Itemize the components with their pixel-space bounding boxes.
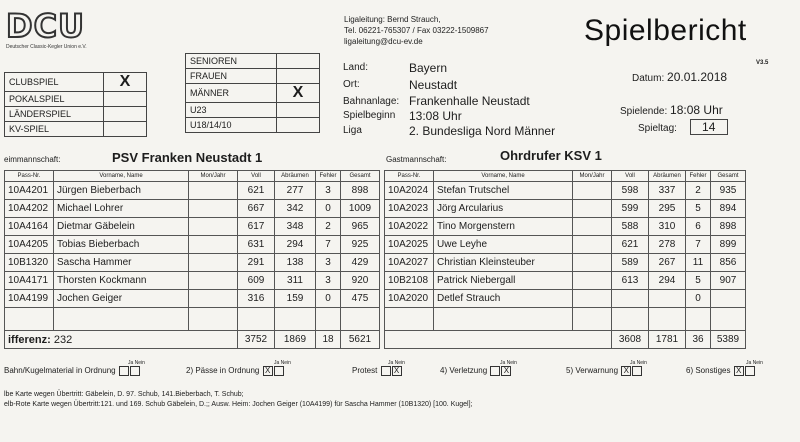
name-cell: Sascha Hammer <box>54 254 189 272</box>
gesamt-cell: 898 <box>341 182 380 200</box>
datum-value[interactable]: 20.01.2018 <box>667 70 728 84</box>
land-field <box>343 61 448 75</box>
league-contact <box>344 14 489 47</box>
guest-player-row <box>385 236 746 254</box>
league-line: ligaleitung@dcu-ev.de <box>344 37 423 46</box>
ende-label: Spielende: <box>620 106 668 117</box>
name-cell: Tino Morgenstern <box>434 218 573 236</box>
fehler-cell: 0 <box>316 200 341 218</box>
fehler-cell: 7 <box>316 236 341 254</box>
fehler-cell: 3 <box>316 272 341 290</box>
match-type-check[interactable] <box>104 122 147 137</box>
name-cell: Stefan Trutschel <box>434 182 573 200</box>
voll-cell: 599 <box>612 200 649 218</box>
age-class-check[interactable] <box>277 118 320 133</box>
check-label: Bahn/Kugelmaterial in Ordnung <box>4 366 116 376</box>
check-sonstiges <box>686 366 755 376</box>
match-type-label: KV-SPIEL <box>5 122 104 137</box>
ja-nein-label: Ja Nein <box>128 360 145 366</box>
gesamt-cell <box>711 290 746 308</box>
match-type-row <box>5 73 147 92</box>
home-player-row <box>5 182 380 200</box>
voll-cell: 621 <box>238 182 275 200</box>
check-paesse <box>186 366 284 376</box>
age-class-check[interactable]: X <box>277 84 320 103</box>
abr-cell: 294 <box>649 272 686 290</box>
gesamt-cell: 935 <box>711 182 746 200</box>
col-pass: Pass-Nr. <box>385 171 434 182</box>
fehler-cell: 2 <box>316 218 341 236</box>
abr-cell <box>649 290 686 308</box>
check-label: 4) Verletzung <box>440 366 488 376</box>
gesamt-cell: 894 <box>711 200 746 218</box>
col-mon: Mon/Jahr <box>189 171 238 182</box>
mon-cell <box>189 200 238 218</box>
abr-cell: 310 <box>649 218 686 236</box>
ende-field <box>620 103 723 117</box>
gesamt-cell: 856 <box>711 254 746 272</box>
voll-cell: 316 <box>238 290 275 308</box>
col-name: Vorname, Name <box>434 171 573 182</box>
voll-cell: 621 <box>612 236 649 254</box>
mon-cell <box>573 182 612 200</box>
check-nein-box[interactable] <box>632 366 642 376</box>
remark-line: elb-Rote Karte wegen Übertritt:121. und 169. Schub Gäbelein, D.;; Ausw. Heim: Jochen Geiger (10A4199) für Sascha Hammer (10B1320) [100. Kugel]; <box>4 401 473 408</box>
ja-nein-label: Ja Nein <box>274 360 291 366</box>
check-nein-box[interactable]: X <box>501 366 511 376</box>
pass-cell: 10B2108 <box>385 272 434 290</box>
check-label: 2) Pässe in Ordnung <box>186 366 260 376</box>
col-voll: Voll <box>238 171 275 182</box>
name-cell: Thorsten Kockmann <box>54 272 189 290</box>
guest-total-row <box>385 331 746 349</box>
total-abr: 1869 <box>275 331 316 349</box>
age-class-row <box>186 118 320 133</box>
pass-cell: 10A2024 <box>385 182 434 200</box>
guest-team-label: Gastmannschaft: <box>386 155 447 164</box>
voll-cell: 291 <box>238 254 275 272</box>
match-type-table <box>4 72 147 137</box>
pass-cell: 10A4199 <box>5 290 54 308</box>
match-type-check[interactable]: X <box>104 73 147 92</box>
mon-cell <box>189 254 238 272</box>
remark-line: lbe Karte wegen Übertritt: Gäbelein, D. 97. Schub, 141.Bieberbach, T. Schub; <box>4 391 244 398</box>
name-cell: Uwe Leyhe <box>434 236 573 254</box>
check-protest <box>352 366 402 376</box>
difference-value: 232 <box>53 333 73 346</box>
check-label: 6) Sonstiges <box>686 366 731 376</box>
name-cell: Detlef Strauch <box>434 290 573 308</box>
home-player-table <box>4 170 380 349</box>
gesamt-cell: 965 <box>341 218 380 236</box>
page-title: Spielbericht <box>584 14 747 47</box>
mon-cell <box>573 254 612 272</box>
col-voll: Voll <box>612 171 649 182</box>
guest-header-row <box>385 171 746 182</box>
age-class-check[interactable] <box>277 103 320 118</box>
check-ja-box[interactable]: X <box>263 366 273 376</box>
pass-cell: 10A2022 <box>385 218 434 236</box>
pass-cell: 10A2020 <box>385 290 434 308</box>
voll-cell <box>612 290 649 308</box>
beginn-value[interactable]: 13:08 Uhr <box>409 109 462 123</box>
age-class-table <box>185 53 320 133</box>
home-player-row <box>5 272 380 290</box>
home-total-row <box>5 331 380 349</box>
total-voll: 3608 <box>612 331 649 349</box>
abr-cell: 342 <box>275 200 316 218</box>
mon-cell <box>189 182 238 200</box>
pass-cell: 10A4164 <box>5 218 54 236</box>
home-header-row <box>5 171 380 182</box>
match-type-row <box>5 107 147 122</box>
age-class-row <box>186 69 320 84</box>
bahn-value[interactable]: Frankenhalle Neustadt <box>409 94 530 108</box>
age-class-row <box>186 54 320 69</box>
mon-cell <box>189 290 238 308</box>
guest-player-row <box>385 200 746 218</box>
check-verletzung <box>440 366 511 376</box>
abr-cell: 138 <box>275 254 316 272</box>
gesamt-cell: 429 <box>341 254 380 272</box>
check-label: 5) Verwarnung <box>566 366 619 376</box>
guest-player-row <box>385 254 746 272</box>
check-ja-box[interactable] <box>381 366 391 376</box>
total-fehler: 18 <box>316 331 341 349</box>
version-label: V3.5 <box>756 60 769 66</box>
beginn-field <box>343 109 462 123</box>
liga-field <box>343 124 556 138</box>
liga-value[interactable]: 2. Bundesliga Nord Männer <box>409 124 556 138</box>
land-label: Land: <box>343 62 369 73</box>
pass-cell: 10A2027 <box>385 254 434 272</box>
age-class-label: FRAUEN <box>186 69 277 84</box>
mon-cell <box>189 236 238 254</box>
spieltag-field <box>638 119 728 135</box>
voll-cell: 588 <box>612 218 649 236</box>
pass-cell: 10A2023 <box>385 200 434 218</box>
age-class-label: U18/14/10 <box>186 118 277 133</box>
match-type-label: POKALSPIEL <box>5 92 104 107</box>
pass-cell: 10A4205 <box>5 236 54 254</box>
voll-cell: 613 <box>612 272 649 290</box>
fehler-cell: 5 <box>686 200 711 218</box>
check-ja-box[interactable] <box>119 366 129 376</box>
voll-cell: 609 <box>238 272 275 290</box>
ort-field <box>343 78 458 92</box>
name-cell: Christian Kleinsteuber <box>434 254 573 272</box>
home-player-row <box>5 236 380 254</box>
pass-cell: 10A4201 <box>5 182 54 200</box>
abr-cell: 348 <box>275 218 316 236</box>
pass-cell: 10A4171 <box>5 272 54 290</box>
name-cell: Jochen Geiger <box>54 290 189 308</box>
gesamt-cell: 475 <box>341 290 380 308</box>
home-player-row <box>5 200 380 218</box>
check-ja-box[interactable]: X <box>621 366 631 376</box>
col-fehler: Fehler <box>316 171 341 182</box>
fehler-cell: 7 <box>686 236 711 254</box>
guest-player-row <box>385 218 746 236</box>
total-voll: 3752 <box>238 331 275 349</box>
fehler-cell: 3 <box>316 254 341 272</box>
check-bahn <box>4 366 140 376</box>
age-class-label: SENIOREN <box>186 54 277 69</box>
ja-nein-label: Ja Nein <box>630 360 647 366</box>
check-label: Protest <box>352 366 378 376</box>
pass-cell: 10A4202 <box>5 200 54 218</box>
home-player-row <box>5 290 380 308</box>
abr-cell: 337 <box>649 182 686 200</box>
age-class-row <box>186 84 320 103</box>
mon-cell <box>573 200 612 218</box>
guest-team-name: Ohrdrufer KSV 1 <box>500 148 602 163</box>
name-cell: Dietmar Gäbelein <box>54 218 189 236</box>
total-fehler: 36 <box>686 331 711 349</box>
check-nein-box[interactable] <box>274 366 284 376</box>
abr-cell: 267 <box>649 254 686 272</box>
beginn-label: Spielbeginn <box>343 110 396 121</box>
col-gesamt: Gesamt <box>341 171 380 182</box>
voll-cell: 667 <box>238 200 275 218</box>
bahn-label: Bahnanlage: <box>343 96 400 107</box>
guest-player-row <box>385 182 746 200</box>
abr-cell: 295 <box>649 200 686 218</box>
fehler-cell: 0 <box>686 290 711 308</box>
home-player-row <box>5 254 380 272</box>
ende-value[interactable]: 18:08 Uhr <box>670 103 723 117</box>
check-ja-box[interactable]: X <box>734 366 744 376</box>
gesamt-cell: 920 <box>341 272 380 290</box>
fehler-cell: 0 <box>316 290 341 308</box>
voll-cell: 589 <box>612 254 649 272</box>
fehler-cell: 2 <box>686 182 711 200</box>
abr-cell: 311 <box>275 272 316 290</box>
ja-nein-label: Ja Nein <box>746 360 763 366</box>
name-cell: Tobias Bieberbach <box>54 236 189 254</box>
fehler-cell: 3 <box>316 182 341 200</box>
col-abr: Abräumen <box>649 171 686 182</box>
ort-value[interactable]: Neustadt <box>409 78 458 92</box>
name-cell: Patrick Niebergall <box>434 272 573 290</box>
home-team-label: eimmannschaft: <box>4 155 61 164</box>
datum-label: Datum: <box>632 73 665 84</box>
pass-cell: 10A2025 <box>385 236 434 254</box>
guest-player-row <box>385 290 746 308</box>
match-type-row <box>5 122 147 137</box>
gesamt-cell: 925 <box>341 236 380 254</box>
guest-player-table <box>384 170 746 349</box>
mon-cell <box>189 272 238 290</box>
check-nein-box[interactable] <box>130 366 140 376</box>
remarks <box>4 390 472 410</box>
match-type-label: LÄNDERSPIEL <box>5 107 104 122</box>
match-type-check[interactable] <box>104 107 147 122</box>
gesamt-cell: 907 <box>711 272 746 290</box>
name-cell: Michael Lohrer <box>54 200 189 218</box>
mon-cell <box>573 290 612 308</box>
col-name: Vorname, Name <box>54 171 189 182</box>
guest-empty-row <box>385 308 746 331</box>
age-class-row <box>186 103 320 118</box>
abr-cell: 278 <box>649 236 686 254</box>
land-value[interactable]: Bayern <box>409 61 448 75</box>
col-fehler: Fehler <box>686 171 711 182</box>
voll-cell: 631 <box>238 236 275 254</box>
home-team-name: PSV Franken Neustadt 1 <box>112 150 263 165</box>
ort-label: Ort: <box>343 79 360 90</box>
age-class-check[interactable] <box>277 69 320 84</box>
datum-field <box>632 70 727 84</box>
total-gesamt: 5621 <box>341 331 380 349</box>
total-abr: 1781 <box>649 331 686 349</box>
bahn-field <box>343 94 530 108</box>
fehler-cell: 6 <box>686 218 711 236</box>
match-type-row <box>5 92 147 107</box>
name-cell: Jürgen Bieberbach <box>54 182 189 200</box>
col-pass: Pass-Nr. <box>5 171 54 182</box>
gesamt-cell: 899 <box>711 236 746 254</box>
spieltag-value[interactable]: 14 <box>690 119 728 135</box>
match-type-check[interactable] <box>104 92 147 107</box>
fehler-cell: 5 <box>686 272 711 290</box>
match-type-label: CLUBSPIEL <box>5 73 104 92</box>
mon-cell <box>573 236 612 254</box>
spieltag-label: Spieltag: <box>638 123 677 134</box>
abr-cell: 294 <box>275 236 316 254</box>
gesamt-cell: 898 <box>711 218 746 236</box>
mon-cell <box>189 218 238 236</box>
check-ja-box[interactable] <box>490 366 500 376</box>
col-mon: Mon/Jahr <box>573 171 612 182</box>
col-gesamt: Gesamt <box>711 171 746 182</box>
ja-nein-label: Ja Nein <box>500 360 517 366</box>
total-gesamt: 5389 <box>711 331 746 349</box>
check-verwarnung <box>566 366 642 376</box>
difference-label: ifferenz: <box>8 333 51 346</box>
liga-label: Liga <box>343 125 362 136</box>
voll-cell: 617 <box>238 218 275 236</box>
logo-subtitle: Deutscher Classic-Kegler Union e.V. <box>6 44 87 50</box>
fehler-cell: 11 <box>686 254 711 272</box>
ja-nein-label: Ja Nein <box>388 360 405 366</box>
age-class-label: U23 <box>186 103 277 118</box>
name-cell: Jörg Arcularius <box>434 200 573 218</box>
mon-cell <box>573 218 612 236</box>
age-class-check[interactable] <box>277 54 320 69</box>
dcu-logo: DCU <box>6 7 86 45</box>
guest-player-row <box>385 272 746 290</box>
abr-cell: 159 <box>275 290 316 308</box>
col-abr: Abräumen <box>275 171 316 182</box>
difference-cell <box>5 331 238 349</box>
voll-cell: 598 <box>612 182 649 200</box>
pass-cell: 10B1320 <box>5 254 54 272</box>
age-class-label: MÄNNER <box>186 84 277 103</box>
home-player-row <box>5 218 380 236</box>
check-nein-box[interactable] <box>745 366 755 376</box>
check-nein-box[interactable]: X <box>392 366 402 376</box>
league-line: Tel. 06221-765307 / Fax 03222-1509867 <box>344 26 489 35</box>
home-empty-row <box>5 308 380 331</box>
abr-cell: 277 <box>275 182 316 200</box>
league-line: Ligaleitung: Bernd Strauch, <box>344 15 441 24</box>
mon-cell <box>573 272 612 290</box>
gesamt-cell: 1009 <box>341 200 380 218</box>
